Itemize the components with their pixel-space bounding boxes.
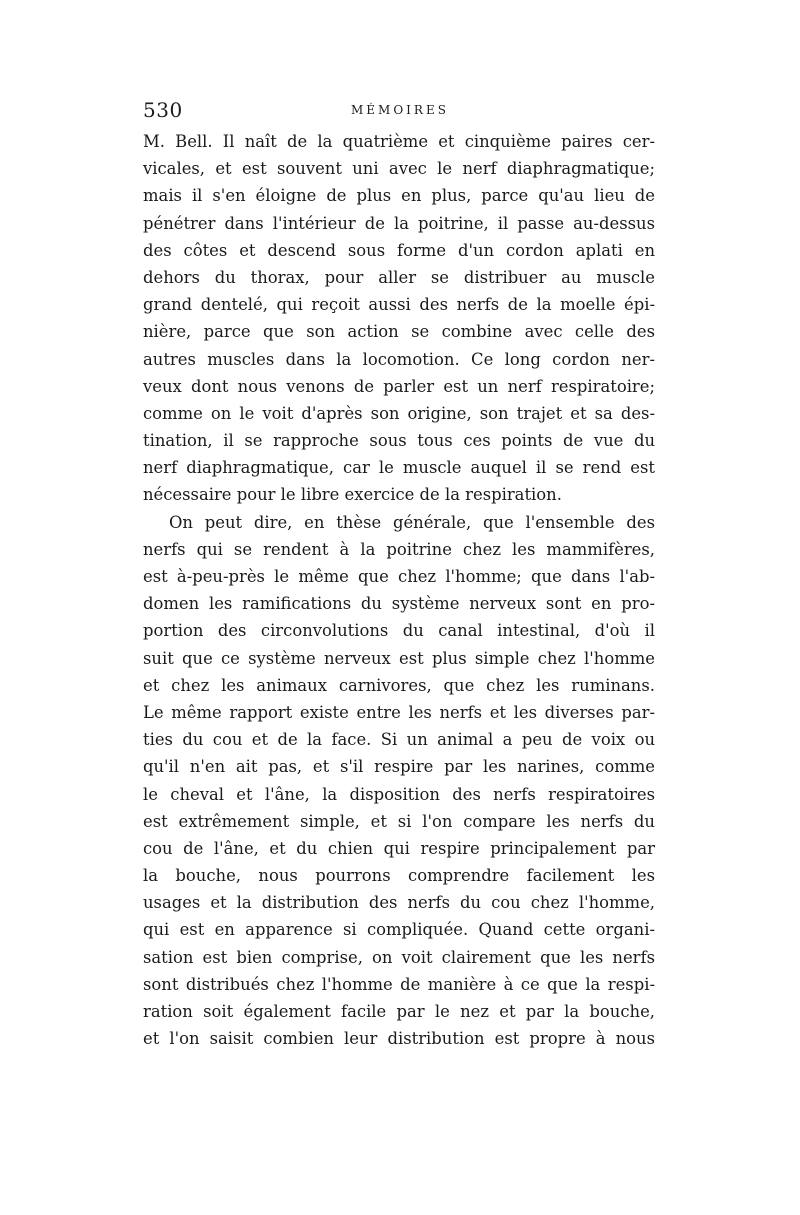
text-line: usages et la distribution des nerfs du cou chez l'homme, (143, 893, 655, 913)
text-line: pénétrer dans l'intérieur de la poitrine, il passe au-dessus (143, 213, 655, 233)
text-line: grand dentelé, qui reçoit aussi des nerfs de la moelle épi- (143, 295, 655, 315)
text-line: veux dont nous venons de parler est un nerf respiratoire; (143, 376, 655, 396)
text-line: nerfs qui se rendent à la poitrine chez les mammifères, (143, 539, 655, 559)
text-line: nécessaire pour le libre exercice de la respiration. (143, 485, 562, 505)
text-line: tination, il se rapproche sous tous ces points de vue du (143, 431, 655, 451)
text-line: mais il s'en éloigne de plus en plus, parce qu'au lieu de (143, 186, 655, 206)
text-line: portion des circonvolutions du canal intestinal, d'où il (143, 621, 655, 641)
page-header (143, 98, 655, 124)
text-line: domen les ramifications du système nerveux sont en pro- (143, 594, 655, 614)
text-line: autres muscles dans la locomotion. Ce long cordon ner- (143, 349, 655, 369)
text-line: M. Bell. Il naît de la quatrième et cinquième paires cer- (143, 132, 655, 151)
text-line: et chez les animaux carnivores, que chez les ruminans. (143, 675, 655, 695)
text-line: nerf diaphragmatique, car le muscle auquel il se rend est (143, 458, 655, 478)
text-line: comme on le voit d'après son origine, son trajet et sa des- (143, 403, 655, 423)
text-line: cou de l'âne, et du chien qui respire principalement par (143, 838, 655, 858)
text-line: sation est bien comprise, on voit clairement que les nerfs (143, 947, 655, 967)
page-number: 530 (143, 98, 183, 122)
text-line: la bouche, nous pourrons comprendre facilement les (143, 866, 655, 886)
body-text (143, 128, 655, 1052)
text-line: nière, parce que son action se combine avec celle des (143, 322, 655, 342)
paragraph-2 (143, 509, 655, 1053)
text-line: Le même rapport existe entre les nerfs et les diverses par- (143, 702, 655, 722)
text-line: et l'on saisit combien leur distribution est propre à nous (143, 1029, 655, 1049)
text-line: vicales, et est souvent uni avec le nerf diaphragmatique; (143, 159, 655, 179)
text-line: le cheval et l'âne, la disposition des nerfs respiratoires (143, 784, 655, 804)
text-line: suit que ce système nerveux est plus simple chez l'homme (143, 648, 655, 668)
text-line: qui est en apparence si compliquée. Quand cette organi- (143, 920, 655, 940)
text-line: sont distribués chez l'homme de manière à ce que la respi- (143, 974, 655, 994)
paragraph-1 (143, 128, 655, 509)
text-line: ties du cou et de la face. Si un animal a peu de voix ou (143, 730, 655, 750)
running-head: MÉMOIRES (351, 103, 449, 117)
text-line: On peut dire, en thèse générale, que l'ensemble des (169, 512, 655, 532)
text-line: est à-peu-près le même que chez l'homme; que dans l'ab- (143, 567, 655, 586)
text-line: qu'il n'en ait pas, et s'il respire par les narines, comme (143, 757, 655, 777)
text-line: ration soit également facile par le nez et par la bouche, (143, 1002, 655, 1021)
text-line: est extrêmement simple, et si l'on compare les nerfs du (143, 811, 655, 831)
text-line: des côtes et descend sous forme d'un cordon aplati en (143, 240, 655, 260)
text-line: dehors du thorax, pour aller se distribuer au muscle (143, 267, 655, 287)
